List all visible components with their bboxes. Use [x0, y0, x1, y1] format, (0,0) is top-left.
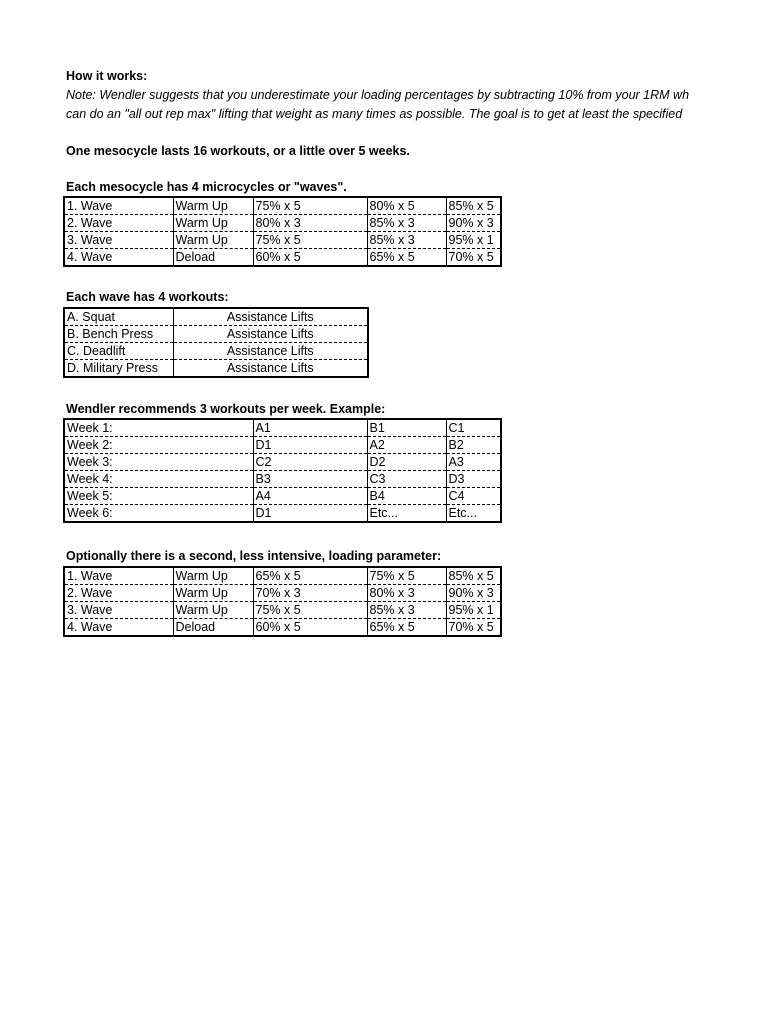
table-cell[interactable]: 80% x 3: [253, 215, 367, 232]
table-cell[interactable]: 90% x 3: [446, 585, 501, 602]
table-cell[interactable]: 70% x 3: [253, 585, 367, 602]
table-cell[interactable]: 2. Wave: [64, 585, 173, 602]
table-cell[interactable]: A. Squat: [64, 308, 173, 326]
table-cell[interactable]: D1: [253, 437, 367, 454]
table-cell[interactable]: 75% x 5: [253, 232, 367, 249]
table-cell[interactable]: Etc...: [446, 505, 501, 523]
table-cell[interactable]: Assistance Lifts: [173, 360, 368, 378]
table-cell[interactable]: A3: [446, 454, 501, 471]
table-cell[interactable]: B2: [446, 437, 501, 454]
table-cell[interactable]: C4: [446, 488, 501, 505]
table-row: [64, 585, 501, 602]
table-row: [64, 308, 368, 326]
table-cell[interactable]: 80% x 5: [367, 197, 446, 215]
table-cell[interactable]: A2: [367, 437, 446, 454]
table-cell[interactable]: 75% x 5: [253, 602, 367, 619]
table-cell[interactable]: 1. Wave: [64, 197, 173, 215]
table-cell[interactable]: Assistance Lifts: [173, 326, 368, 343]
table-cell[interactable]: Warm Up: [173, 602, 253, 619]
table-cell[interactable]: 65% x 5: [367, 249, 446, 267]
table-row: [64, 505, 501, 523]
waves-table: [63, 196, 502, 267]
table-row: [64, 602, 501, 619]
table-row: [64, 232, 501, 249]
table-cell[interactable]: 70% x 5: [446, 249, 501, 267]
table-cell[interactable]: 70% x 5: [446, 619, 501, 637]
table-cell[interactable]: C3: [367, 471, 446, 488]
table-cell[interactable]: Week 5:: [64, 488, 253, 505]
table-cell[interactable]: 3. Wave: [64, 602, 173, 619]
table-row: [64, 215, 501, 232]
table-cell[interactable]: B. Bench Press: [64, 326, 173, 343]
table-cell[interactable]: 85% x 5: [446, 197, 501, 215]
how-it-works-heading: How it works:: [66, 69, 148, 83]
table-row: [64, 197, 501, 215]
table-cell[interactable]: B4: [367, 488, 446, 505]
table-row: [64, 454, 501, 471]
workouts-heading: Each wave has 4 workouts:: [66, 290, 229, 304]
note-line-1: Note: Wendler suggests that you underestimate your loading percentages by subtracting 10% from your 1RM wh: [66, 88, 690, 102]
table-cell[interactable]: 75% x 5: [253, 197, 367, 215]
table-cell[interactable]: C. Deadlift: [64, 343, 173, 360]
table-row: [64, 343, 368, 360]
table-row: [64, 437, 501, 454]
table-cell[interactable]: 85% x 3: [367, 215, 446, 232]
optional-heading: Optionally there is a second, less intensive, loading parameter:: [66, 549, 442, 563]
table-cell[interactable]: A4: [253, 488, 367, 505]
table-row: [64, 249, 501, 267]
table-cell[interactable]: Warm Up: [173, 232, 253, 249]
workouts-table: [63, 307, 369, 378]
table-cell[interactable]: 95% x 1: [446, 232, 501, 249]
table-cell[interactable]: Assistance Lifts: [173, 308, 368, 326]
table-cell[interactable]: Warm Up: [173, 197, 253, 215]
table-row: [64, 619, 501, 637]
table-cell[interactable]: 65% x 5: [367, 619, 446, 637]
table-cell[interactable]: Week 2:: [64, 437, 253, 454]
table-cell[interactable]: D2: [367, 454, 446, 471]
table-row: [64, 360, 368, 378]
table-cell[interactable]: 4. Wave: [67, 250, 113, 264]
table-cell[interactable]: Week 3:: [64, 454, 253, 471]
table-cell[interactable]: 3. Wave: [64, 232, 173, 249]
table-cell[interactable]: 2. Wave: [64, 215, 173, 232]
weekly-table: [63, 418, 502, 523]
table-cell[interactable]: 80% x 3: [367, 585, 446, 602]
table-cell[interactable]: 1. Wave: [64, 567, 173, 585]
table-cell[interactable]: Week 6:: [67, 506, 113, 520]
table-cell[interactable]: A1: [253, 419, 367, 437]
table-cell[interactable]: Etc...: [367, 505, 446, 523]
table-cell[interactable]: B1: [367, 419, 446, 437]
table-cell[interactable]: 90% x 3: [446, 215, 501, 232]
table-cell[interactable]: Warm Up: [173, 215, 253, 232]
weekly-heading: Wendler recommends 3 workouts per week. Example:: [66, 402, 386, 416]
note-line-2: can do an "all out rep max" lifting that weight as many times as possible. The goal is to get at least the specified: [66, 107, 683, 121]
table-row: [64, 326, 368, 343]
table-row: [64, 471, 501, 488]
table-cell[interactable]: 60% x 5: [253, 249, 367, 267]
table-cell[interactable]: D3: [446, 471, 501, 488]
table-cell[interactable]: B3: [253, 471, 367, 488]
mesocycle-text: One mesocycle lasts 16 workouts, or a little over 5 weeks.: [66, 144, 410, 158]
table-cell[interactable]: 95% x 1: [446, 602, 501, 619]
table-cell[interactable]: Week 1:: [64, 419, 253, 437]
table-cell[interactable]: 60% x 5: [253, 619, 367, 637]
table-cell[interactable]: 65% x 5: [253, 567, 367, 585]
table-cell[interactable]: D1: [253, 505, 367, 523]
table-cell[interactable]: C1: [446, 419, 501, 437]
table-row: [64, 488, 501, 505]
table-cell[interactable]: 75% x 5: [367, 567, 446, 585]
table-cell[interactable]: Warm Up: [173, 567, 253, 585]
table-row: [64, 419, 501, 437]
table-cell[interactable]: 85% x 3: [367, 602, 446, 619]
table-cell[interactable]: Deload: [173, 249, 253, 267]
table-cell[interactable]: D. Military Press: [67, 361, 158, 375]
table-cell[interactable]: Week 4:: [64, 471, 253, 488]
waves-heading: Each mesocycle has 4 microcycles or "waves".: [66, 180, 347, 194]
table-cell[interactable]: Deload: [173, 619, 253, 637]
table-cell[interactable]: 85% x 3: [367, 232, 446, 249]
table-cell[interactable]: 85% x 5: [446, 567, 501, 585]
table-cell[interactable]: C2: [253, 454, 367, 471]
table-cell[interactable]: Warm Up: [173, 585, 253, 602]
table-row: [64, 567, 501, 585]
table-cell[interactable]: 4. Wave: [67, 620, 113, 634]
table-cell[interactable]: Assistance Lifts: [173, 343, 368, 360]
optional-table: [63, 566, 502, 637]
